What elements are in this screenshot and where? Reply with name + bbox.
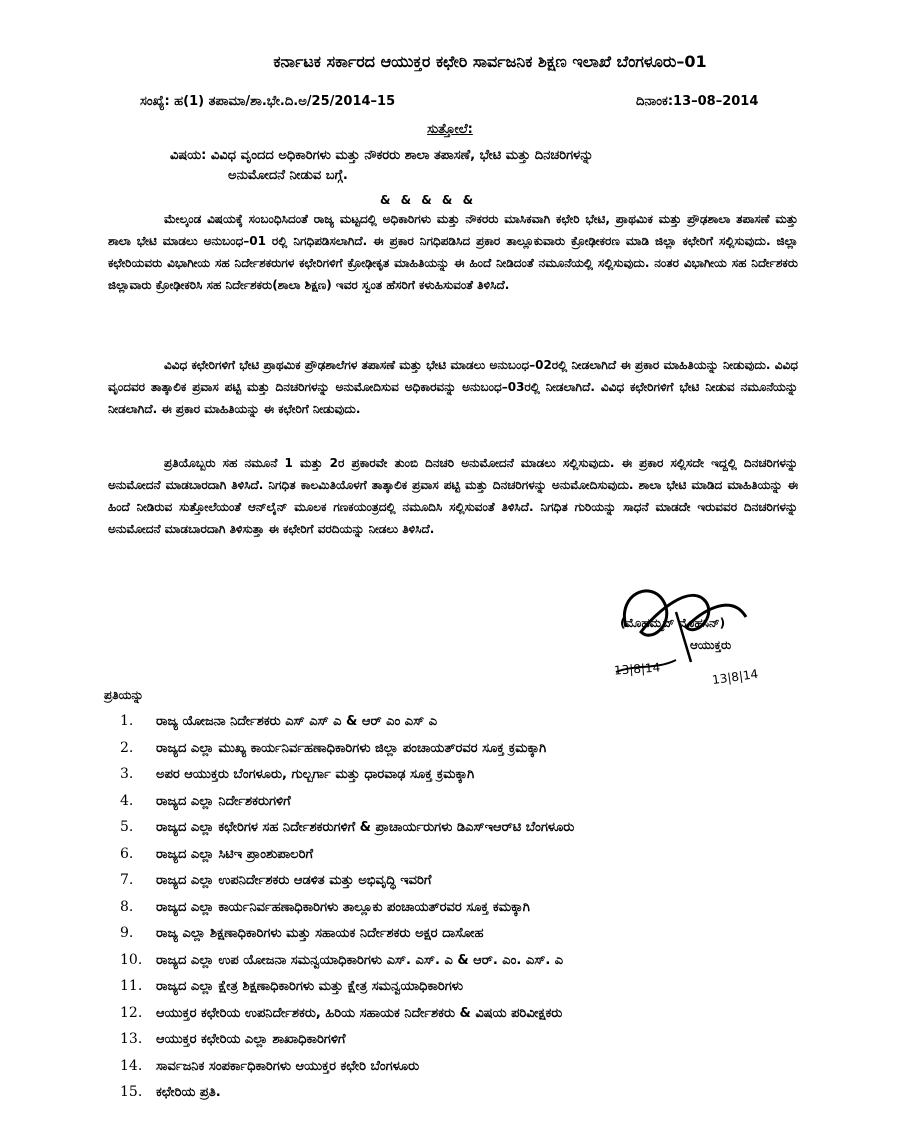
handwritten-date-2: 13|8|14 bbox=[711, 666, 760, 688]
list-item bbox=[120, 867, 760, 894]
list-item-number: 5. bbox=[120, 819, 134, 835]
list-item-number: 8. bbox=[120, 898, 134, 915]
copy-to-list bbox=[120, 708, 760, 1106]
list-item-text: ರಾಜ್ಯದ ಎಲ್ಲಾ ಕಾರ್ಯನಿರ್ವಹಣಾಧಿಕಾರಿಗಳು ತಾಲ್ಲೂಕು ಪಂಚಾಯತ್‌ರವರ ಸೂಕ್ತ ಕಮಕ್ಕಾಗಿ bbox=[156, 899, 530, 915]
subject-line-2: ಅನುಮೋದನೆ ನೀಡುವ ಬಗ್ಗೆ. bbox=[228, 168, 348, 183]
list-item-number: 2. bbox=[120, 739, 134, 756]
list-item bbox=[120, 735, 760, 762]
list-item-text: ರಾಜ್ಯದ ಎಲ್ಲಾ ಉಪನಿರ್ದೇಶಕರು ಆಡಳಿತ ಮತ್ತು ಅಭಿವೃದ್ಧಿ ಇವರಿಗೆ bbox=[156, 873, 432, 888]
reference-number: ಸಂಖ್ಯೆ: ಹ(1) ತಪಾಮಾ/ಶಾ.ಭೇ.ದಿ.ಅ/25/2014–15 bbox=[140, 94, 396, 109]
list-item-number: 6. bbox=[120, 845, 134, 862]
list-item-text: ಅಪರ ಆಯುಕ್ತರು ಬೆಂಗಳೂರು, ಗುಲ್ಬರ್ಗಾ ಮತ್ತು ಧಾರವಾಢ ಸೂಕ್ತ ಕ್ರಮಕ್ಕಾಗಿ bbox=[156, 767, 475, 782]
document-date: ದಿನಾಂಕ:13–08–2014 bbox=[636, 94, 759, 109]
notice-title: ಸುತ್ತೋಲೆ: bbox=[427, 122, 473, 137]
document-title: ಕರ್ನಾಟಕ ಸರ್ಕಾರದ ಆಯುಕ್ತರ ಕಛೇರಿ ಸಾರ್ವಜನಿಕ ಶಿಕ್ಷಣ ಇಲಾಖೆ ಬೆಂಗಳೂರು–01 bbox=[273, 52, 707, 71]
list-item bbox=[120, 1053, 760, 1080]
list-item bbox=[120, 973, 760, 1000]
list-item-text: ರಾಜ್ಯ ಎಲ್ಲಾ ಶಿಕ್ಷಣಾಧಿಕಾರಿಗಳು ಮತ್ತು ಸಹಾಯಕ ನಿರ್ದೇಶಕರು ಅಕ್ಷರ ದಾಸೋಹ bbox=[156, 926, 484, 941]
list-item-text: ರಾಜ್ಯ ಯೋಜನಾ ನಿರ್ದೇಶಕರು ಎಸ್ ಎಸ್ ಎ & ಆರ್ ಎಂ ಎಸ್ ಎ bbox=[156, 714, 438, 729]
list-item-number: 9. bbox=[120, 925, 134, 941]
list-item-text: ರಾಜ್ಯದ ಎಲ್ಲಾ ಕ್ಷೇತ್ರ ಶಿಕ್ಷಣಾಧಿಕಾರಿಗಳು ಮತ್ತು ಕ್ಷೇತ್ರ ಸಮನ್ವಯಾಧಿಕಾರಿಗಳು bbox=[156, 979, 463, 994]
list-item-text: ಕಛೇರಿಯ ಪ್ರತಿ. bbox=[156, 1085, 221, 1100]
list-item bbox=[120, 708, 760, 735]
list-item-number: 10. bbox=[120, 951, 143, 968]
signatory-name: (ಮೊಹಮ್ಮದ್ ಮೊಹಸಿನ್) bbox=[620, 616, 726, 630]
subject-block bbox=[170, 146, 790, 186]
separator: & & & & & bbox=[380, 193, 477, 207]
list-item-number: 7. bbox=[120, 872, 134, 888]
handwritten-date-1: 13|8|14 bbox=[613, 660, 661, 678]
list-item-text: ರಾಜ್ಯದ ಎಲ್ಲಾ ಮುಖ್ಯ ಕಾರ್ಯನಿರ್ವಹಣಾಧಿಕಾರಿಗಳು ಜಿಲ್ಲಾ ಪಂಚಾಯತ್‌ರವರ ಸೂಕ್ತ ಕ್ರಮಕ್ಕಾಗಿ bbox=[156, 740, 547, 756]
list-item bbox=[120, 1079, 760, 1106]
body-paragraph-3: ಪ್ರತಿಯೊಬ್ಬರು ಸಹ ನಮೂನೆ 1 ಮತ್ತು 2ರ ಪ್ರಕಾರವೇ ತುಂಬಿ ದಿನಚರಿ ಅನುಮೋದನೆ ಮಾಡಲು ಸಲ್ಲಿಸುವುದು. ಈ ಪ್ರಕಾರ ಸಲ್ಲಿಸದೇ ಇದ್ದಲ್ಲಿ ದಿನಚರಿಗಳನ್ನು ಅನುಮೋದನೆ ಮಾಡಬಾರದಾಗಿ ತಿಳಿಸಿದೆ. ನಿಗಧಿತ ಕಾಲಮಿತಿಯೊಳಗೆ ತಾತ್ಕಾಲಿಕ ಪ್ರವಾಸ ಪಟ್ಟಿ ಮತ್ತು ದಿನಚರಿಗಳನ್ನು ಅನುಮೋದಿಸುವುದು. ಶಾಲಾ ಭೇಟಿ ಮಾಡಿದ ಮಾಹಿತಿಯನ್ನು ಈ ಹಿಂದೆ ನೀಡಿರುವ ಸುತ್ತೋಲೆಯಂತೆ ಆನ್‌ಲೈನ್ ಮೂಲಕ ಗಣಕಯಂತ್ರದಲ್ಲಿ ನಮೂದಿಸಿ ಸಲ್ಲಿಸುವಂತೆ ತಿಳಿಸಿದೆ. ನಿಗಧಿತ ಗುರಿಯನ್ನು ಸಾಧನೆ ಮಾಡದೇ ಇರುವವರ ದಿನಚರಿಗಳನ್ನು ಅನುಮೋದನೆ ಮಾಡಬಾರದಾಗಿ ತಿಳಿಸುತ್ತಾ ಈ ಕಛೇರಿಗೆ ವರದಿಯನ್ನು ನೀಡಲು ತಿಳಿಸಿದೆ. bbox=[108, 456, 798, 536]
signatory-designation: ಆಯುಕ್ತರು bbox=[690, 638, 732, 652]
list-item bbox=[120, 1000, 760, 1027]
list-item-number: 12. bbox=[120, 1004, 143, 1021]
list-item-text: ರಾಜ್ಯದ ಎಲ್ಲಾ ನಿರ್ದೇಶಕರುಗಳಿಗೆ bbox=[156, 793, 291, 809]
list-item-text: ಆಯುಕ್ತರ ಕಛೇರಿಯ ಎಲ್ಲಾ ಶಾಖಾಧಿಕಾರಿಗಳಿಗೆ bbox=[156, 1032, 346, 1047]
list-item-number: 14. bbox=[120, 1057, 143, 1074]
body-paragraph-2: ವಿವಿಧ ಕಛೇರಿಗಳಿಗೆ ಭೇಟಿ ಪ್ರಾಥಮಿಕ ಪ್ರೌಢಶಾಲೆಗಳ ತಪಾಸಣೆ ಮತ್ತು ಭೇಟಿ ಮಾಡಲು ಅನುಬಂಧ–02ರಲ್ಲಿ ನೀಡಲಾಗಿದೆ ಈ ಪ್ರಕಾರ ಮಾಹಿತಿಯನ್ನು ನೀಡುವುದು. ವಿವಿಧ ವೃಂದವರ ತಾತ್ಕಾಲಿಕ ಪ್ರವಾಸ ಪಟ್ಟಿ ಮತ್ತು ದಿನಚರಿಗಳನ್ನು ಅನುಮೋದಿಸುವ ಅಧಿಕಾರವನ್ನು ಅನುಬಂಧ–03ರಲ್ಲಿ ನೀಡಲಾಗಿದೆ. ವಿವಿಧ ಕಛೇರಿಗಳಿಗೆ ಭೇಟಿ ನೀಡುವ ನಮೂನೆಯನ್ನು ನೀಡಲಾಗಿದೆ. ಈ ಪ್ರಕಾರ ಮಾಹಿತಿಯನ್ನು ಈ ಕಛೇರಿಗೆ ನೀಡುವುದು. bbox=[108, 358, 798, 416]
copy-to-heading: ಪ್ರತಿಯನ್ನು bbox=[104, 688, 144, 702]
list-item bbox=[120, 841, 760, 868]
list-item bbox=[120, 920, 760, 947]
list-item-text: ಸಾರ್ವಜನಿಕ ಸಂಪರ್ಕಾಧಿಕಾರಿಗಳು ಆಯುಕ್ತರ ಕಛೇರಿ ಬೆಂಗಳೂರು bbox=[156, 1058, 420, 1074]
body-paragraph-1: ಮೇಲ್ಕಂಡ ವಿಷಯಕ್ಕೆ ಸಂಬಂಧಿಸಿದಂತೆ ರಾಜ್ಯ ಮಟ್ಟದಲ್ಲಿ ಅಧಿಕಾರಿಗಳು ಮತ್ತು ನೌಕರರು ಮಾಸಿಕವಾಗಿ ಕಛೇರಿ ಭೇಟಿ, ಪ್ರಾಥಮಿಕ ಮತ್ತು ಪ್ರೌಢಶಾಲಾ ತಪಾಸಣೆ ಮತ್ತು ಶಾಲಾ ಭೇಟಿ ಮಾಡಲು ಅನುಬಂಧ–01 ರಲ್ಲಿ ನಿಗಧಿಪಡಿಸಲಾಗಿದೆ. ಈ ಪ್ರಕಾರ ನಿಗಧಿಪಡಿಸಿದ ಪ್ರಕಾರ ತಾಲ್ಲೂಕುವಾರು ಕ್ರೋಢೀಕರಣ ಮಾಡಿ ಜಿಲ್ಲಾ ಕಛೇರಿಗೆ ಸಲ್ಲಿಸುವುದು. ಜಿಲ್ಲಾ ಕಛೇರಿಯವರು ವಿಭಾಗೀಯ ಸಹ ನಿರ್ದೇಶಕರುಗಳ ಕಛೇರಿಗಳಿಗೆ ಕ್ರೋಢೀಕೃತ ಮಾಹಿತಿಯನ್ನು ಈ ಹಿಂದೆ ನೀಡಿದಂತೆ ನಮೂನೆಯಲ್ಲಿ ಸಲ್ಲಿಸುವುದು. ನಂತರ ವಿಭಾಗೀಯ ಸಹ ನಿರ್ದೇಶಕರು ಜಿಲ್ಲಾವಾರು ಕ್ರೋಢೀಕರಿಸಿ ಸಹ ನಿರ್ದೇಶಕರು(ಶಾಲಾ ಶಿಕ್ಷಣ) ಇವರ ಸ್ವಂತ ಹೆಸರಿಗೆ ಕಳುಹಿಸುವಂತೆ ತಿಳಿಸಿದೆ. bbox=[108, 212, 798, 292]
list-item bbox=[120, 788, 760, 815]
list-item-number: 3. bbox=[120, 766, 134, 782]
list-item-number: 11. bbox=[120, 978, 143, 994]
subject-line-1: ವಿಷಯ: ವಿವಿಧ ವೃಂದದ ಅಧಿಕಾರಿಗಳು ಮತ್ತು ನೌಕರರು ಶಾಲಾ ತಪಾಸಣೆ, ಭೇಟಿ ಮತ್ತು ದಿನಚರಿಗಳನ್ನು bbox=[170, 148, 594, 163]
list-item-number: 15. bbox=[120, 1084, 143, 1100]
list-item-number: 13. bbox=[120, 1031, 143, 1047]
list-item bbox=[120, 894, 760, 921]
list-item bbox=[120, 1026, 760, 1053]
list-item bbox=[120, 761, 760, 788]
list-item-text: ರಾಜ್ಯದ ಎಲ್ಲಾ ಕಛೇರಿಗಳ ಸಹ ನಿರ್ದೇಶಕರುಗಳಿಗೆ & ಪ್ರಾಚಾರ್ಯರುಗಳು ಡಿಎಸ್‌ಇಆರ್‌ಟಿ ಬೆಂಗಳೂರು bbox=[156, 820, 575, 835]
list-item-number: 4. bbox=[120, 792, 134, 809]
list-item-text: ರಾಜ್ಯದ ಎಲ್ಲಾ ಸಿಟಿಇ ಪ್ರಾಂಶುಪಾಲರಿಗೆ bbox=[156, 846, 313, 862]
list-item bbox=[120, 814, 760, 841]
list-item-text: ಆಯುಕ್ತರ ಕಛೇರಿಯ ಉಪನಿರ್ದೇಶಕರು, ಹಿರಿಯ ಸಹಾಯಕ ನಿರ್ದೇಶಕರು & ವಿಷಯ ಪರಿವೀಕ್ಷಕರು bbox=[156, 1005, 563, 1021]
list-item-number: 1. bbox=[120, 713, 134, 729]
list-item bbox=[120, 947, 760, 974]
list-item-text: ರಾಜ್ಯದ ಎಲ್ಲಾ ಉಪ ಯೋಜನಾ ಸಮನ್ವಯಾಧಿಕಾರಿಗಳು ಎಸ್. ಎಸ್. ಎ & ಆರ್. ಎಂ. ಎಸ್. ಎ bbox=[156, 952, 564, 968]
